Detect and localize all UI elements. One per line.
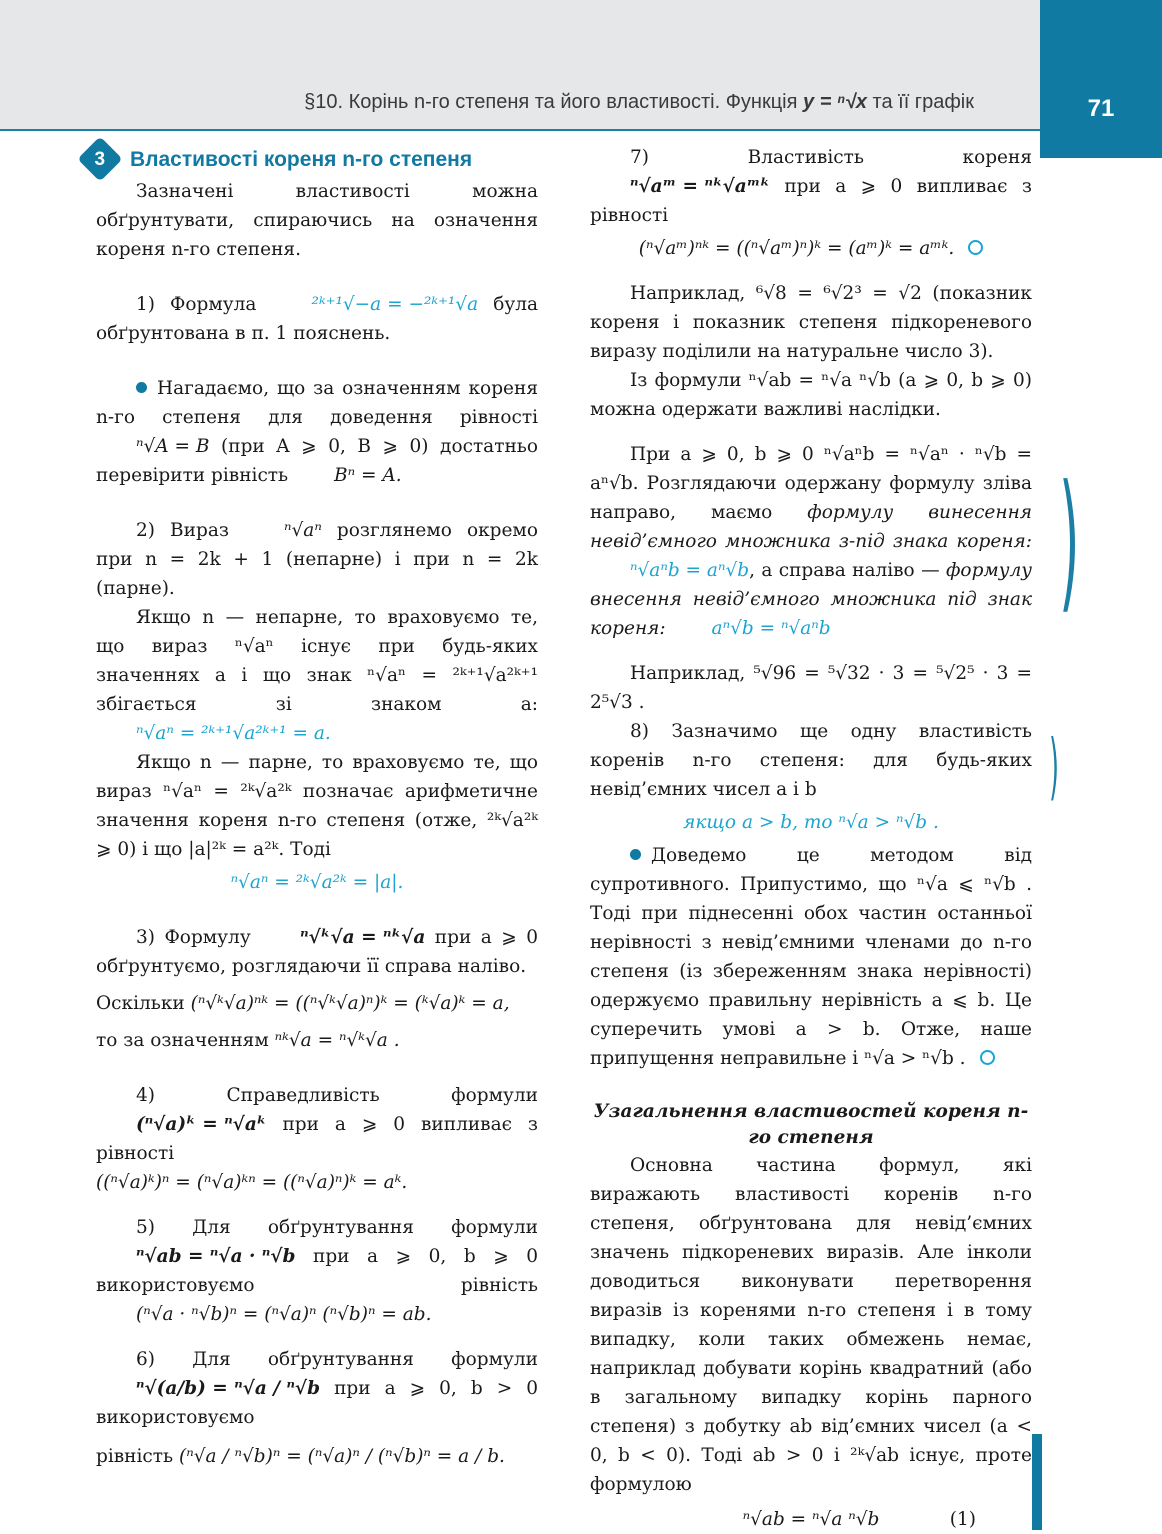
property-1-end: була обґрунтована в п. 1 пояснень. [96, 294, 539, 344]
factor-paragraph [590, 440, 1032, 643]
factor-in-formula: aⁿ√b = ⁿ√aⁿb [711, 618, 831, 639]
property-3-start: 3) Формулу [136, 927, 251, 948]
property-5-formula-2: (ⁿ√a · ⁿ√b)ⁿ = (ⁿ√a)ⁿ (ⁿ√b)ⁿ = ab. [136, 1304, 432, 1325]
property-7-end: при a ⩾ 0 випливає з рівності [590, 176, 1032, 226]
final-formula: ⁿ√ab = ⁿ√a ⁿ√b [742, 1509, 880, 1530]
even-case-formula: ⁿ√aⁿ = ²ᵏ√a²ᵏ = |a|. [230, 872, 404, 893]
equation-number: (1) [949, 1509, 976, 1530]
footer-bar [1032, 1434, 1042, 1530]
bullet-icon [136, 382, 147, 393]
section-number-badge [77, 136, 122, 181]
header-title-formula: y = ⁿ√x [803, 91, 867, 113]
odd-case-formula: ⁿ√aⁿ = ²ᵏ⁺¹√a²ᵏ⁺¹ = a. [136, 723, 331, 744]
section-title: Властивості кореня n-го степеня [130, 147, 473, 171]
page-number-tab [1040, 0, 1162, 158]
property-3-since: Оскільки [96, 993, 185, 1014]
property-3-then: то за означенням [96, 1030, 269, 1051]
reminder-condition: (при A ⩾ 0, B ⩾ 0) достатньо перевірити рівність [96, 436, 538, 486]
property-2-start: 2) Вираз [136, 520, 229, 541]
reminder-formula: ⁿ√A = B [136, 436, 210, 457]
property-6-mid: при a ⩾ 0, b > 0 використовуємо [96, 1378, 538, 1428]
property-6 [96, 1345, 538, 1432]
property-8-formula: якщо a > b, то ⁿ√a > ⁿ√b . [683, 812, 939, 833]
property-4-formula-2: ((ⁿ√a)ᵏ)ⁿ = (ⁿ√a)ᵏⁿ = ((ⁿ√a)ⁿ)ᵏ = aᵏ. [96, 1172, 408, 1193]
property-2-end: розглянемо окремо при n = 2k + 1 (непарне) і при n = 2k (парне). [96, 520, 538, 599]
property-5-formula: ⁿ√ab = ⁿ√a · ⁿ√b [136, 1246, 296, 1267]
margin-bracket: ) [1049, 724, 1059, 808]
example-2: Наприклад, ⁵√96 = ⁵√32 · 3 = ⁵√2⁵ · 3 = 2⁵√3 . [590, 663, 1032, 713]
property-7-formula-2: (ⁿ√aᵐ)ⁿᵏ = ((ⁿ√aᵐ)ⁿ)ᵏ = (aᵐ)ᵏ = aᵐᵏ. [638, 238, 955, 259]
section-heading [84, 143, 538, 175]
property-7-equality [590, 234, 1032, 263]
bullet-icon [630, 849, 641, 860]
odd-case-text: Якщо n — непарне, то враховуємо те, що вираз ⁿ√aⁿ існує при будь-яких значеннях a і що знак ⁿ√aⁿ = ²ᵏ⁺¹√a²ᵏ⁺¹ збігається зі знаком a: [96, 607, 538, 715]
odd-case [96, 603, 538, 748]
property-6-formula-2: (ⁿ√a / ⁿ√b)ⁿ = (ⁿ√a)ⁿ / (ⁿ√b)ⁿ = a / b. [178, 1446, 505, 1467]
property-3 [96, 923, 538, 981]
property-5 [96, 1213, 538, 1329]
factor-in-text: формулу внесення невід’ємного множника під знак кореня: [590, 560, 1032, 639]
even-case: Якщо n — парне, то враховуємо те, що вираз ⁿ√aⁿ = ²ᵏ√a²ᵏ позначає арифметичне значення кореня n-го степеня (отже, ²ᵏ√a²ᵏ ⩾ 0) і що |a|²ᵏ = a²ᵏ. Тоді [96, 752, 538, 860]
intro-paragraph: Зазначені властивості можна обґрунтувати, спираючись на означення кореня n-го степеня. [96, 181, 538, 260]
property-4-formula: (ⁿ√a)ᵏ = ⁿ√aᵏ [136, 1114, 267, 1135]
property-2-formula: ⁿ√aⁿ [284, 520, 322, 541]
property-7 [590, 143, 1032, 230]
page-number: 71 [1087, 95, 1115, 122]
running-header [304, 91, 974, 114]
property-4 [96, 1081, 538, 1168]
factor-out-text: формулу винесення невід’ємного множника з-під знака кореня: [590, 502, 1033, 552]
property-5-start: 5) Для обґрунтування формули [136, 1217, 538, 1238]
property-3-formula: ⁿ√ᵏ√a = ⁿᵏ√a [300, 927, 426, 948]
property-1-formula: ²ᵏ⁺¹√−a = −²ᵏ⁺¹√a [311, 294, 479, 315]
property-2 [96, 516, 538, 603]
property-1-start: 1) Формула [136, 294, 257, 315]
end-of-proof-icon [968, 240, 983, 255]
reminder-start: Нагадаємо, що за означенням кореня n-го степеня для доведення рівності [96, 378, 538, 428]
header-title-text: §10. Корінь n-го степеня та його властивості. Функція [304, 91, 798, 113]
property-4-equality [96, 1168, 538, 1197]
section-number: 3 [94, 148, 106, 170]
reminder-paragraph [96, 374, 538, 490]
example-1: Наприклад, ⁶√8 = ⁶√2³ = √2 (показник кореня і показник степеня підкореневого виразу поділили на натуральне число 3). [590, 283, 1032, 362]
property-3-conclusion [96, 1026, 538, 1055]
header-band [0, 0, 1040, 131]
property-3-formula-2: (ⁿ√ᵏ√a)ⁿᵏ = ((ⁿ√ᵏ√a)ⁿ)ᵏ = (ᵏ√a)ᵏ = a, [190, 993, 510, 1014]
reminder-equality: Bⁿ = A. [334, 465, 402, 486]
property-6-formula: ⁿ√(a/b) = ⁿ√a / ⁿ√b [136, 1378, 321, 1399]
property-3-proof [96, 989, 538, 1018]
property-1 [96, 290, 538, 348]
property-3-end: при a ⩾ 0 обґрунтуємо, розглядаючи її справа наліво. [96, 927, 538, 977]
property-7-formula: ⁿ√aᵐ = ⁿᵏ√aᵐᵏ [630, 176, 770, 197]
factor-out-formula: ⁿ√aⁿb = aⁿ√b [630, 560, 750, 581]
property-4-start: 4) Справедливість формули [136, 1085, 538, 1106]
proof-paragraph [590, 841, 1032, 1073]
property-6-start: 6) Для обґрунтування формули [136, 1349, 538, 1370]
property-4-mid: при a ⩾ 0 випливає з рівності [96, 1114, 539, 1164]
margin-bracket: ) [1059, 454, 1080, 628]
when-text: При a ⩾ 0, b ⩾ 0 ⁿ√aⁿb = ⁿ√aⁿ · ⁿ√b = aⁿ√b. Розглядаючи одержану формулу зліва направо, маємо [590, 444, 1032, 523]
left-column [96, 143, 538, 1471]
property-7-start: 7) Властивість кореня [630, 147, 1032, 168]
consequences: Із формули ⁿ√ab = ⁿ√a ⁿ√b (a ⩾ 0, b ⩾ 0) можна одержати важливі наслідки. [590, 370, 1032, 420]
property-5-mid: при a ⩾ 0, b ⩾ 0 використовуємо рівність [96, 1246, 538, 1296]
end-of-proof-icon [980, 1050, 995, 1065]
factor-in-prefix: , а справа наліво — [749, 560, 940, 581]
proof-text: Доведемо це методом від супротивного. Припустимо, що ⁿ√a ⩽ ⁿ√b . Тоді при піднесенні обох частин останньої нерівності з невід’ємними членами до n-го степеня (із збереженням знака нерівності) одержуємо правильну нерівність a ⩽ b. Це суперечить умові a > b. Отже, наше припущення неправильне і ⁿ√a > ⁿ√b . [590, 845, 1032, 1069]
property-6-equality [96, 1442, 538, 1471]
subheading: Узагальнення властивостей кореня n-го степеня [593, 1101, 1029, 1148]
property-6-label: рівність [96, 1446, 174, 1467]
right-column [590, 143, 1032, 1534]
property-8: 8) Зазначимо ще одну властивість коренів n-го степеня: для будь-яких невід’ємних чисел a і b [590, 721, 1032, 800]
header-title-end: та її графік [872, 91, 974, 113]
general-paragraph: Основна частина формул, які виражають властивості коренів n-го степеня, обґрунтована для невід’ємних значень підкореневих виразів. Але інколи доводиться виконувати перетворення виразів із коренями n-го степеня і в тому випадку, коли таких обмежень немає, наприклад добувати корінь квадратний (або в загальному випадку корінь парного степеня) з добутку ab від’ємних чисел (a < 0, b < 0). Тоді ab > 0 і ²ᵏ√ab існує, проте формулою [590, 1155, 1032, 1495]
property-3-formula-3: ⁿᵏ√a = ⁿ√ᵏ√a . [274, 1030, 400, 1051]
